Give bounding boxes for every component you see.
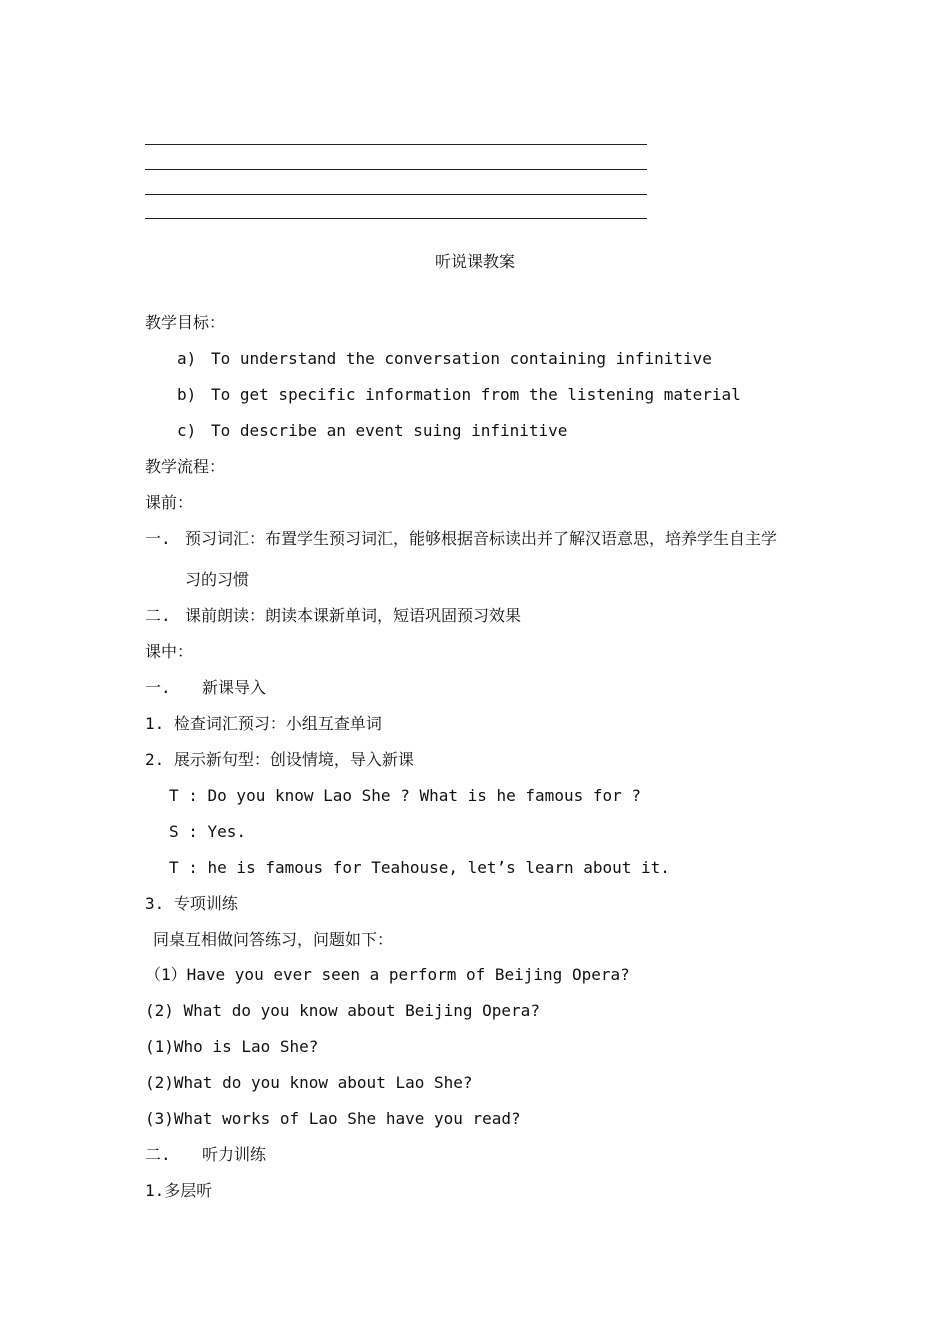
step-1: 1. 检查词汇预习：小组互查单词: [145, 714, 382, 733]
document-title: 听说课教案: [434, 252, 515, 271]
question-4: (2)What do you know about Lao She?: [145, 1073, 473, 1092]
objective-text-c: To describe an event suing infinitive: [211, 421, 568, 440]
section-1-marker: 一.: [145, 678, 171, 697]
before-item-1-line2: 习的习惯: [185, 570, 250, 589]
section-1-title: 新课导入: [202, 678, 267, 697]
objective-text-a: To understand the conversation containing infinitive: [211, 349, 712, 368]
before-item-2-text: 课前朗读：朗读本课新单词，短语巩固预习效果: [185, 606, 522, 625]
blank-line-1: [145, 144, 647, 145]
in-class-heading: 课中：: [145, 642, 194, 661]
before-item-1-marker: 一.: [145, 529, 171, 548]
objective-marker-c: c): [177, 421, 197, 440]
objective-text-b: To get specific information from the listening material: [211, 385, 741, 404]
listen-step-1: 1.多层听: [145, 1181, 213, 1200]
question-3: (1)Who is Lao She?: [145, 1037, 319, 1056]
question-1: （1）Have you ever seen a perform of Beijing Opera?: [145, 965, 630, 984]
section-2-title: 听力训练: [202, 1145, 267, 1164]
objective-marker-b: b): [177, 385, 197, 404]
objective-marker-a: a): [177, 349, 197, 368]
before-item-2-marker: 二.: [145, 606, 171, 625]
question-2: (2) What do you know about Beijing Opera?: [145, 1001, 540, 1020]
dialogue-line-2: S : Yes.: [169, 822, 247, 841]
process-heading: 教学流程：: [145, 457, 226, 476]
section-2-marker: 二.: [145, 1145, 171, 1164]
dialogue-line-3: T : he is famous for Teahouse, let’s learn about it.: [169, 858, 670, 877]
pair-work-intro: 同桌互相做问答练习，问题如下：: [153, 930, 394, 949]
question-5: (3)What works of Lao She have you read?: [145, 1109, 521, 1128]
before-item-1-line1: 预习词汇：布置学生预习词汇，能够根据音标读出并了解汉语意思，培养学生自主学: [185, 529, 778, 548]
before-class-heading: 课前：: [145, 493, 194, 512]
blank-line-4: [145, 218, 647, 219]
blank-line-3: [145, 194, 647, 195]
step-3: 3. 专项训练: [145, 894, 238, 913]
step-2: 2. 展示新句型：创设情境，导入新课: [145, 750, 414, 769]
blank-line-2: [145, 169, 647, 170]
objectives-heading: 教学目标：: [145, 313, 226, 332]
dialogue-line-1: T : Do you know Lao She ? What is he famous for ?: [169, 786, 642, 805]
